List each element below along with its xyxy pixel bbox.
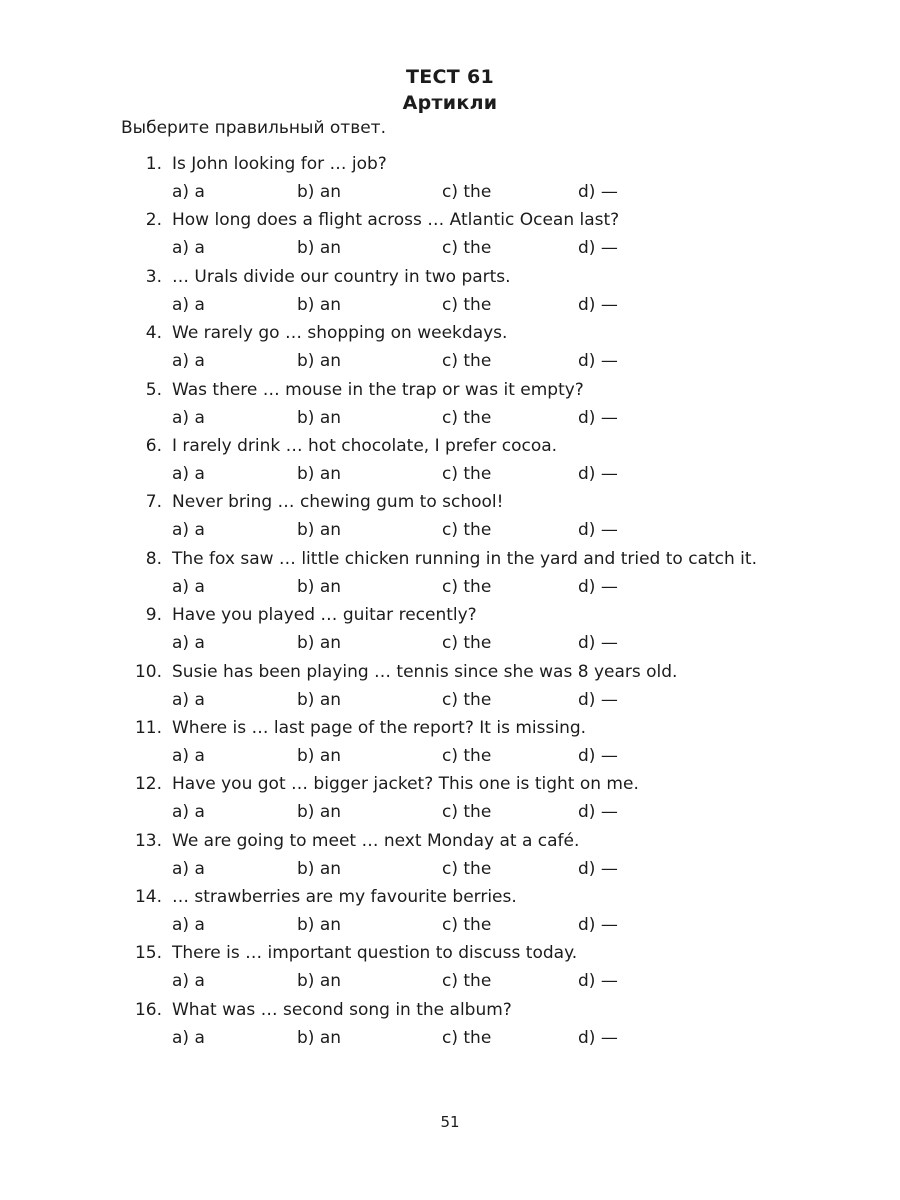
option-b: b) an bbox=[297, 971, 342, 992]
option-c: c) the bbox=[442, 182, 492, 202]
option-b: b) an bbox=[297, 633, 342, 654]
option-c: c) the bbox=[442, 802, 492, 823]
option-b: b) an bbox=[297, 802, 342, 823]
question-number: 9. bbox=[145, 605, 162, 626]
option-b: b) an bbox=[297, 294, 342, 315]
option-c: c) the bbox=[442, 238, 492, 259]
question-number: 16. bbox=[134, 999, 162, 1020]
option-b: b) an bbox=[297, 351, 342, 372]
page-number: 51 bbox=[440, 1113, 460, 1131]
option-d: d) — bbox=[578, 971, 618, 992]
option-b: b) an bbox=[297, 463, 342, 484]
question-item bbox=[0, 1000, 900, 1056]
option-d: d) — bbox=[578, 689, 618, 710]
question-text: Have you got … bigger jacket? This one is tight on me. bbox=[172, 774, 639, 795]
option-d: d) — bbox=[578, 1027, 618, 1048]
question-item bbox=[0, 943, 900, 999]
question-number: 8. bbox=[145, 548, 162, 569]
question-text: How long does a flight across … Atlantic Ocean last? bbox=[172, 210, 620, 231]
option-a: a) a bbox=[172, 351, 205, 372]
question-item bbox=[0, 774, 900, 830]
option-d: d) — bbox=[578, 351, 618, 372]
question-item bbox=[0, 154, 900, 210]
question-list bbox=[0, 154, 900, 1056]
question-number: 2. bbox=[145, 210, 162, 231]
question-number: 13. bbox=[134, 830, 162, 851]
question-item bbox=[0, 323, 900, 379]
option-c: c) the bbox=[442, 858, 492, 879]
question-number: 7. bbox=[145, 492, 162, 513]
option-b: b) an bbox=[297, 238, 342, 259]
question-item bbox=[0, 887, 900, 943]
question-item bbox=[0, 549, 900, 605]
option-b: b) an bbox=[297, 915, 342, 936]
option-a: a) a bbox=[172, 858, 205, 879]
option-b: b) an bbox=[297, 182, 342, 202]
option-c: c) the bbox=[442, 1027, 492, 1048]
test-title: ТЕСТ 61 bbox=[406, 66, 494, 88]
option-a: a) a bbox=[172, 745, 205, 766]
option-c: c) the bbox=[442, 633, 492, 654]
question-text: I rarely drink … hot chocolate, I prefer cocoa. bbox=[172, 435, 558, 456]
option-a: a) a bbox=[172, 576, 205, 597]
option-c: c) the bbox=[442, 745, 492, 766]
option-b: b) an bbox=[297, 745, 342, 766]
option-b: b) an bbox=[297, 520, 342, 541]
option-a: a) a bbox=[172, 463, 205, 484]
instruction-text: Выберите правильный ответ. bbox=[121, 118, 386, 138]
question-text: What was … second song in the album? bbox=[172, 999, 512, 1020]
question-item bbox=[0, 605, 900, 661]
question-number: 1. bbox=[145, 154, 162, 174]
option-c: c) the bbox=[442, 351, 492, 372]
question-number: 14. bbox=[134, 887, 162, 908]
option-a: a) a bbox=[172, 182, 205, 202]
question-item bbox=[0, 436, 900, 492]
option-d: d) — bbox=[578, 915, 618, 936]
option-a: a) a bbox=[172, 915, 205, 936]
option-d: d) — bbox=[578, 633, 618, 654]
option-d: d) — bbox=[578, 407, 618, 428]
option-b: b) an bbox=[297, 689, 342, 710]
question-number: 3. bbox=[145, 266, 162, 287]
option-c: c) the bbox=[442, 294, 492, 315]
option-c: c) the bbox=[442, 971, 492, 992]
question-text: We rarely go … shopping on weekdays. bbox=[172, 323, 508, 344]
question-number: 12. bbox=[134, 774, 162, 795]
option-a: a) a bbox=[172, 1027, 205, 1048]
option-d: d) — bbox=[578, 182, 618, 202]
question-text: Susie has been playing … tennis since she was 8 years old. bbox=[172, 661, 678, 682]
question-number: 6. bbox=[145, 435, 162, 456]
question-text: Have you played … guitar recently? bbox=[172, 605, 477, 626]
question-item bbox=[0, 267, 900, 323]
option-b: b) an bbox=[297, 858, 342, 879]
option-a: a) a bbox=[172, 633, 205, 654]
option-b: b) an bbox=[297, 576, 342, 597]
option-c: c) the bbox=[442, 576, 492, 597]
test-subtitle: Артикли bbox=[402, 92, 498, 114]
question-item bbox=[0, 831, 900, 887]
option-c: c) the bbox=[442, 915, 492, 936]
question-text: Never bring … chewing gum to school! bbox=[172, 492, 504, 513]
question-text: Where is … last page of the report? It is missing. bbox=[172, 717, 587, 738]
option-c: c) the bbox=[442, 689, 492, 710]
question-number: 10. bbox=[134, 661, 162, 682]
question-text: There is … important question to discuss today. bbox=[172, 943, 578, 964]
question-text: Was there … mouse in the trap or was it empty? bbox=[172, 379, 584, 400]
option-d: d) — bbox=[578, 520, 618, 541]
option-d: d) — bbox=[578, 745, 618, 766]
option-a: a) a bbox=[172, 689, 205, 710]
question-item bbox=[0, 662, 900, 718]
option-a: a) a bbox=[172, 238, 205, 259]
option-c: c) the bbox=[442, 407, 492, 428]
option-c: c) the bbox=[442, 520, 492, 541]
option-d: d) — bbox=[578, 858, 618, 879]
question-item bbox=[0, 210, 900, 266]
option-d: d) — bbox=[578, 294, 618, 315]
option-d: d) — bbox=[578, 463, 618, 484]
option-b: b) an bbox=[297, 1027, 342, 1048]
option-a: a) a bbox=[172, 294, 205, 315]
question-text: The fox saw … little chicken running in the yard and tried to catch it. bbox=[172, 548, 757, 569]
question-number: 15. bbox=[134, 943, 162, 964]
option-a: a) a bbox=[172, 802, 205, 823]
question-number: 5. bbox=[145, 379, 162, 400]
option-d: d) — bbox=[578, 576, 618, 597]
option-d: d) — bbox=[578, 802, 618, 823]
question-text: … Urals divide our country in two parts. bbox=[172, 266, 511, 287]
question-item bbox=[0, 718, 900, 774]
question-text: We are going to meet … next Monday at a café. bbox=[172, 830, 580, 851]
question-text: Is John looking for … job? bbox=[172, 154, 387, 174]
option-a: a) a bbox=[172, 971, 205, 992]
option-d: d) — bbox=[578, 238, 618, 259]
option-c: c) the bbox=[442, 463, 492, 484]
question-item bbox=[0, 380, 900, 436]
question-number: 4. bbox=[145, 323, 162, 344]
option-a: a) a bbox=[172, 520, 205, 541]
option-b: b) an bbox=[297, 407, 342, 428]
question-item bbox=[0, 492, 900, 548]
question-text: … strawberries are my favourite berries. bbox=[172, 887, 517, 908]
question-number: 11. bbox=[134, 717, 162, 738]
option-a: a) a bbox=[172, 407, 205, 428]
